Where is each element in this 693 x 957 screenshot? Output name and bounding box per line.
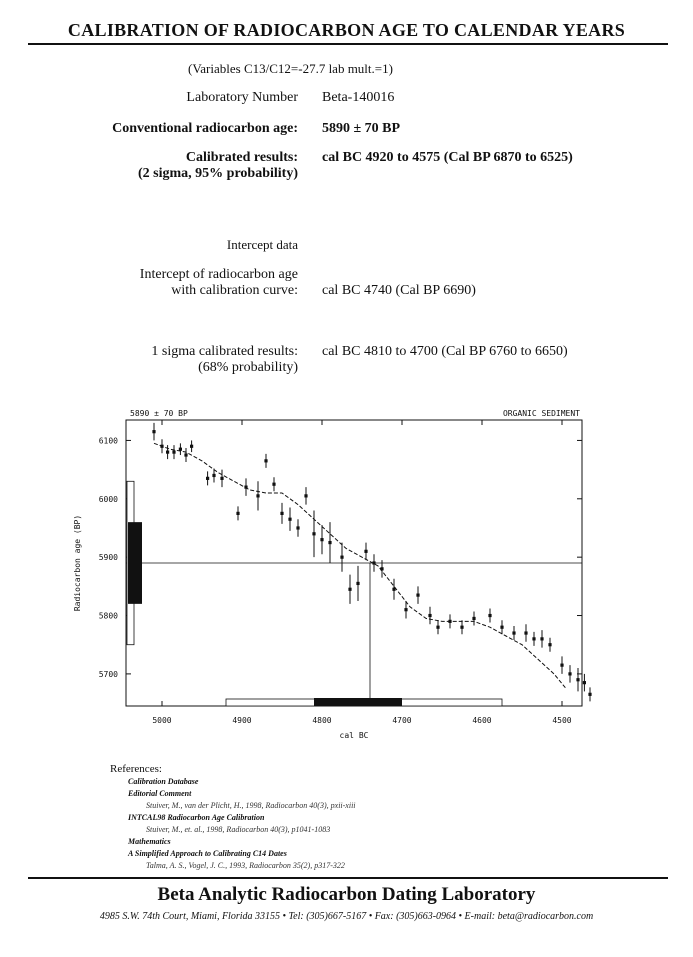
lab-number-label: Laboratory Number xyxy=(186,90,298,105)
lab-number-value: Beta-140016 xyxy=(322,90,395,105)
reference-line: Stuiver, M., van der Plicht, H., 1998, Radiocarbon 40(3), pxii-xiii xyxy=(146,801,356,810)
x-1sigma-bar xyxy=(314,698,402,706)
one-sigma-sublabel: (68% probability) xyxy=(198,360,298,375)
y-tick-label: 6100 xyxy=(98,436,118,446)
reference-line: Talma, A. S., Vogel, J. C., 1993, Radiocarbon 35(2), p317-322 xyxy=(146,861,345,870)
y-tick-label: 5800 xyxy=(98,611,118,621)
data-point xyxy=(500,626,503,629)
y-axis-label: Radiocarbon age (BP) xyxy=(73,514,82,612)
data-point xyxy=(448,620,451,623)
x-axis-label: cal BC xyxy=(339,731,369,740)
intercept-label-line2: with calibration curve: xyxy=(171,283,298,298)
data-point xyxy=(348,588,351,591)
x-tick-label: 4800 xyxy=(312,716,332,725)
data-point xyxy=(220,477,223,480)
data-point xyxy=(512,631,515,634)
variables-note: (Variables C13/C12=-27.7 lab mult.=1) xyxy=(188,61,393,76)
title-rule xyxy=(28,43,668,45)
reference-line: INTCAL98 Radiocarbon Age Calibration xyxy=(128,813,265,822)
data-point xyxy=(190,445,193,448)
intercept-heading: Intercept data xyxy=(226,237,298,252)
y-tick-label: 5900 xyxy=(98,553,118,563)
page-title: CALIBRATION OF RADIOCARBON AGE TO CALENDAR YEARS xyxy=(67,20,626,40)
reference-line: Stuiver, M., et. al., 1998, Radiocarbon 40(3), p1041-1083 xyxy=(146,825,331,834)
calibration-chart xyxy=(62,404,592,750)
chart-header-right: ORGANIC SEDIMENT xyxy=(502,409,580,418)
data-point xyxy=(340,556,343,559)
y-1sigma-bar xyxy=(128,522,142,604)
data-point xyxy=(404,608,407,611)
footer-lab-name: Beta Analytic Radiocarbon Dating Laboratory xyxy=(157,884,536,905)
calibrated-sublabel: (2 sigma, 95% probability) xyxy=(138,166,298,181)
plot-layer xyxy=(99,420,592,725)
conventional-age-label: Conventional radiocarbon age: xyxy=(112,121,298,136)
data-point xyxy=(428,614,431,617)
data-point xyxy=(392,588,395,591)
data-point xyxy=(524,631,527,634)
x-tick-label: 5000 xyxy=(152,716,172,725)
data-point xyxy=(548,643,551,646)
data-point xyxy=(436,626,439,629)
references-heading: References: xyxy=(110,763,162,775)
data-point xyxy=(320,538,323,541)
data-point xyxy=(166,451,169,454)
reference-line: Editorial Comment xyxy=(128,789,192,798)
data-point xyxy=(364,550,367,553)
data-point xyxy=(328,541,331,544)
reference-line: Calibration Database xyxy=(128,777,199,786)
intercept-value: cal BC 4740 (Cal BP 6690) xyxy=(322,283,476,298)
x-tick-label: 4500 xyxy=(552,716,572,725)
data-point xyxy=(488,614,491,617)
data-point xyxy=(460,626,463,629)
data-point xyxy=(356,582,359,585)
data-point xyxy=(280,512,283,515)
data-point xyxy=(416,594,419,597)
data-point xyxy=(304,494,307,497)
x-tick-label: 4900 xyxy=(232,716,252,725)
data-point xyxy=(380,567,383,570)
data-point xyxy=(256,494,259,497)
data-point xyxy=(152,430,155,433)
intercept-label-line1: Intercept of radiocarbon age xyxy=(139,267,298,282)
one-sigma-value: cal BC 4810 to 4700 (Cal BP 6760 to 6650) xyxy=(322,344,568,359)
footer-address: 4985 S.W. 74th Court, Miami, Florida 33155 • Tel: (305)667-5167 • Fax: (305)663-0964 • E-mail: beta@radiocarbon.com xyxy=(99,911,594,922)
chart-header-left: 5890 ± 70 BP xyxy=(130,409,188,418)
data-point xyxy=(296,526,299,529)
data-point xyxy=(212,474,215,477)
one-sigma-label: 1 sigma calibrated results: xyxy=(151,344,298,359)
data-point xyxy=(264,459,267,462)
data-point xyxy=(372,561,375,564)
y-axis-label-group xyxy=(73,515,82,611)
data-point xyxy=(532,637,535,640)
footer-rule xyxy=(28,877,668,879)
data-point xyxy=(288,518,291,521)
data-point xyxy=(236,512,239,515)
data-point xyxy=(244,486,247,489)
data-point xyxy=(160,445,163,448)
conventional-age-value: 5890 ± 70 BP xyxy=(322,121,401,136)
calibration-curve xyxy=(154,443,566,688)
data-point xyxy=(576,678,579,681)
y-tick-label: 6000 xyxy=(98,494,118,504)
x-tick-label: 4700 xyxy=(392,716,412,725)
reference-line: A Simplified Approach to Calibrating C14 Dates xyxy=(128,849,287,858)
data-point xyxy=(583,681,586,684)
data-point xyxy=(206,477,209,480)
y-tick-label: 5700 xyxy=(98,669,118,679)
reference-line: Mathematics xyxy=(128,837,171,846)
data-point xyxy=(560,664,563,667)
data-point xyxy=(179,448,182,451)
data-point xyxy=(272,483,275,486)
data-point xyxy=(184,453,187,456)
data-point xyxy=(588,693,591,696)
calibrated-value: cal BC 4920 to 4575 (Cal BP 6870 to 6525) xyxy=(322,150,573,165)
data-point xyxy=(172,451,175,454)
data-point xyxy=(472,617,475,620)
x-tick-label: 4600 xyxy=(472,716,492,725)
data-point xyxy=(568,672,571,675)
data-point xyxy=(540,637,543,640)
data-point xyxy=(312,532,315,535)
calibrated-label: Calibrated results: xyxy=(185,150,298,165)
